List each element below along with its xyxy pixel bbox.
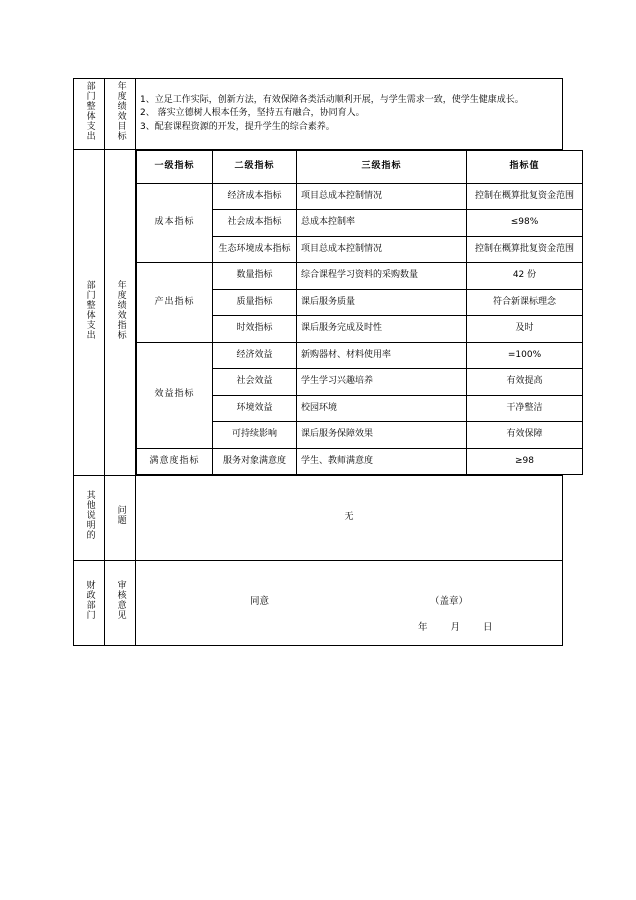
other-col-label-text: 问题 [115, 505, 126, 526]
level3-label: 新购器材、材料使用率 [297, 342, 467, 369]
indicators-header-row [137, 150, 583, 183]
table-row [137, 183, 583, 210]
level1-benefit: 效益指标 [137, 342, 213, 448]
finance-row-label-text: 财政部门 [84, 580, 95, 621]
level3-label: 总成本控制率 [297, 210, 467, 237]
level1-cost: 成本指标 [137, 183, 213, 263]
goal-line: 3、配套课程资源的开发，提升学生的综合素养。 [140, 121, 335, 132]
level2-label: 社会成本指标 [213, 210, 297, 237]
finance-agree-text: 同意 [250, 596, 270, 607]
finance-review-row [74, 561, 563, 646]
level1-output: 产出指标 [137, 263, 213, 343]
level2-label: 生态环境成本指标 [213, 236, 297, 263]
finance-date-line: 年 月 日 [418, 622, 503, 633]
goal-line: 2、 落实立德树人根本任务，坚持五有融合，协同育人。 [140, 108, 365, 118]
finance-content-inner [140, 563, 558, 643]
goal-col-label-text: 年度绩效目标 [115, 81, 126, 141]
goal-row-label-text: 部门整体支出 [84, 81, 95, 141]
level3-label: 学生、教师满意度 [297, 448, 467, 475]
goal-content [136, 79, 563, 150]
indicators-col-label [105, 149, 136, 476]
header-level3: 三级指标 [297, 150, 467, 183]
level1-satisfaction: 满意度指标 [137, 448, 213, 475]
indicator-value: 控制在概算批复资金范围 [467, 236, 583, 263]
other-col-label [105, 476, 136, 561]
level3-label: 学生学习兴趣培养 [297, 369, 467, 396]
level3-label: 课后服务完成及时性 [297, 316, 467, 343]
level3-label: 项目总成本控制情况 [297, 236, 467, 263]
level2-label: 经济效益 [213, 342, 297, 369]
level2-label: 时效指标 [213, 316, 297, 343]
indicator-value: 及时 [467, 316, 583, 343]
goal-row-label [74, 79, 105, 150]
indicator-value: 干净整洁 [467, 395, 583, 422]
goal-col-label [105, 79, 136, 150]
level2-label: 经济成本指标 [213, 183, 297, 210]
table-row [137, 263, 583, 290]
indicator-value: =100% [467, 342, 583, 369]
indicators-table-cell [136, 149, 574, 476]
other-row-label [74, 476, 105, 561]
level3-label: 校园环境 [297, 395, 467, 422]
level2-label: 服务对象满意度 [213, 448, 297, 475]
level3-label: 项目总成本控制情况 [297, 183, 467, 210]
form-table [73, 78, 574, 646]
other-row-label-text: 其他说明的 [84, 490, 95, 541]
header-level1: 一级指标 [137, 150, 213, 183]
indicator-value: 控制在概算批复资金范围 [467, 183, 583, 210]
header-level2: 二级指标 [213, 150, 297, 183]
table-row [137, 342, 583, 369]
other-content: 无 [136, 476, 563, 561]
indicator-value: ≤98% [467, 210, 583, 237]
indicators-col-label-text: 年度绩效指标 [115, 279, 126, 340]
level2-label: 数量指标 [213, 263, 297, 290]
finance-col-label [105, 561, 136, 646]
indicator-value: ≥98 [467, 448, 583, 475]
level3-label: 课后服务保障效果 [297, 422, 467, 449]
other-notes-row [74, 476, 563, 561]
indicator-value: 42 份 [467, 263, 583, 290]
finance-col-label-text: 审核意见 [115, 580, 126, 621]
indicator-value: 符合新课标理念 [467, 289, 583, 316]
level2-label: 环境效益 [213, 395, 297, 422]
performance-goal-form [73, 78, 574, 646]
level3-label: 课后服务质量 [297, 289, 467, 316]
header-value: 指标值 [467, 150, 583, 183]
goal-row [74, 79, 563, 150]
table-row [137, 448, 583, 475]
indicator-value: 有效提高 [467, 369, 583, 396]
indicators-row-label-text: 部门整体支出 [84, 279, 95, 340]
level2-label: 可持续影响 [213, 422, 297, 449]
finance-content [136, 561, 563, 646]
goal-line: 1、立足工作实际，创新方法，有效保障各类活动顺利开展，与学生需求一致，使学生健康成长。 [140, 94, 524, 105]
finance-row-label [74, 561, 105, 646]
finance-seal-text: （盖章） [430, 596, 469, 607]
indicator-value: 有效保障 [467, 422, 583, 449]
level2-label: 质量指标 [213, 289, 297, 316]
indicators-table [136, 150, 583, 476]
level2-label: 社会效益 [213, 369, 297, 396]
indicators-row-label [74, 149, 105, 476]
indicators-row [74, 149, 563, 476]
level3-label: 综合课程学习资料的采购数量 [297, 263, 467, 290]
